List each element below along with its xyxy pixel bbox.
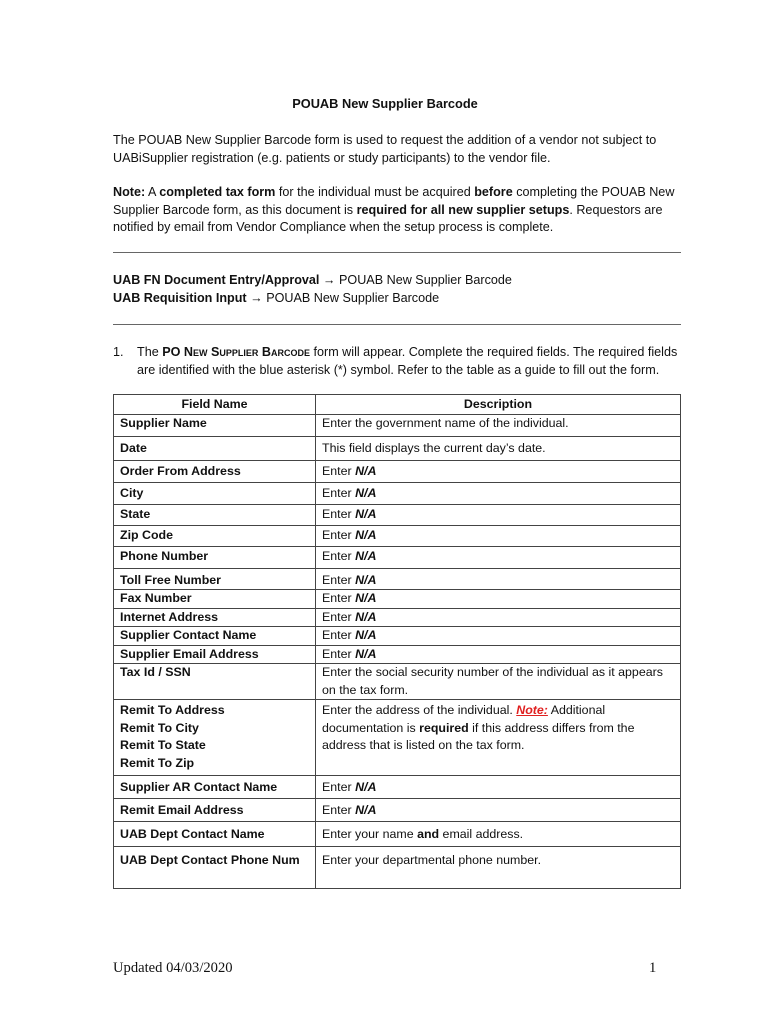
step-text — [137, 344, 683, 379]
field-name: Date — [114, 436, 316, 460]
note-emphasis: required for all new supplier setups — [356, 202, 570, 217]
field-name: Supplier AR Contact Name — [114, 776, 316, 799]
desc-value: N/A — [355, 646, 377, 661]
note-text: . Requestors are notified by email from Vendor Compliance when the setup process is complete. — [113, 202, 663, 234]
desc-value: N/A — [355, 780, 377, 794]
intro-paragraph: The POUAB New Supplier Barcode form is used to request the addition of a vendor not subject to UABiSupplier registration (e.g. patients or study participants) to the vendor file. — [113, 133, 657, 165]
field-description — [316, 590, 681, 609]
table-row — [114, 504, 681, 525]
field-description — [316, 504, 681, 525]
note-text: for the individual must be acquired — [278, 185, 471, 199]
page-title: POUAB New Supplier Barcode — [292, 96, 478, 111]
table-row — [114, 645, 681, 664]
desc-value: N/A — [355, 548, 377, 563]
desc-text: Enter the address of the individual. — [322, 703, 513, 717]
desc-value: N/A — [355, 628, 377, 642]
field-description — [316, 776, 681, 799]
field-description — [316, 645, 681, 664]
desc-text: Enter — [322, 485, 352, 500]
desc-text: Enter — [322, 591, 352, 605]
field-guide-table — [113, 394, 681, 889]
table-row — [114, 482, 681, 504]
arrow-icon: → — [322, 273, 336, 287]
step-text-part: form will appear. Complete the required fields. The required fields are identified with the blue asterisk (*) symbol. Refer to the table as a guide to fill out the form. — [137, 345, 678, 377]
desc-value: N/A — [355, 609, 377, 624]
note-label: Note: — [113, 185, 146, 199]
desc-text: Enter — [322, 463, 352, 478]
field-description: This field displays the current day’s date. — [316, 436, 681, 460]
field-name: Order From Address — [114, 460, 316, 482]
desc-text: Enter — [322, 780, 352, 794]
field-name: Internet Address — [114, 608, 316, 627]
field-name: Toll Free Number — [114, 568, 316, 590]
desc-text: Enter — [322, 572, 352, 587]
desc-value: N/A — [355, 572, 377, 587]
navigation-menu: UAB Requisition Input — [113, 291, 247, 305]
field-name: Supplier Contact Name — [114, 627, 316, 646]
desc-value: N/A — [355, 485, 377, 500]
column-header: Field Name — [114, 395, 316, 415]
desc-value: N/A — [355, 527, 377, 542]
table-row — [114, 460, 681, 482]
table-row — [114, 847, 681, 889]
field-name: Remit To State — [120, 738, 206, 752]
note-text: completing the POUAB New Supplier Barcode form, as this document is — [113, 185, 675, 217]
desc-text: email address. — [442, 827, 524, 841]
desc-value: N/A — [355, 803, 377, 817]
table-row — [114, 608, 681, 627]
field-description: Enter the social security number of the individual as it appears on the tax form. — [316, 664, 681, 700]
column-header: Description — [316, 395, 681, 415]
desc-text: Enter your name — [322, 827, 414, 841]
desc-text: Enter — [322, 506, 352, 521]
field-description — [316, 799, 681, 822]
field-description: Enter your departmental phone number. — [316, 847, 681, 889]
desc-text: Enter — [322, 628, 352, 642]
page-number: 1 — [649, 960, 657, 976]
table-header-row — [114, 395, 681, 415]
note-emphasis: before — [474, 185, 513, 199]
note-text: A — [148, 185, 156, 199]
desc-text: Enter — [322, 646, 352, 661]
note-emphasis: completed tax form — [159, 185, 276, 199]
desc-emphasis: required — [419, 720, 469, 735]
table-row — [114, 799, 681, 822]
desc-text: Enter — [322, 803, 352, 817]
table-row — [114, 822, 681, 847]
field-name: Supplier Name — [114, 414, 316, 436]
field-description — [316, 482, 681, 504]
field-description — [316, 608, 681, 627]
field-name: Fax Number — [114, 590, 316, 609]
form-name: PO New Supplier Barcode — [162, 345, 310, 359]
table-row — [114, 627, 681, 646]
table-row — [114, 436, 681, 460]
note-label: Note: — [516, 703, 548, 717]
desc-text: Enter — [322, 548, 352, 563]
field-name-group — [114, 700, 316, 776]
field-description: Enter the government name of the individual. — [316, 414, 681, 436]
table-row — [114, 590, 681, 609]
field-description — [316, 460, 681, 482]
field-name: Remit To Zip — [120, 755, 195, 770]
divider — [113, 252, 681, 253]
field-name: Phone Number — [114, 546, 316, 568]
table-row — [114, 776, 681, 799]
desc-emphasis: and — [417, 827, 440, 841]
field-description — [316, 568, 681, 590]
navigation-path — [113, 289, 439, 307]
table-row — [114, 664, 681, 700]
field-description — [316, 822, 681, 847]
footer-updated-date: Updated 04/03/2020 — [113, 960, 233, 976]
divider — [113, 324, 681, 325]
desc-value: N/A — [355, 591, 377, 605]
desc-text: Enter — [322, 609, 352, 624]
navigation-path — [113, 271, 512, 289]
navigation-target: POUAB New Supplier Barcode — [266, 291, 440, 305]
field-name: Remit Email Address — [114, 799, 316, 822]
field-name: State — [114, 504, 316, 525]
field-name: Zip Code — [114, 525, 316, 546]
table-row — [114, 525, 681, 546]
field-name: Supplier Email Address — [114, 645, 316, 664]
table-row — [114, 568, 681, 590]
step-number: 1. — [113, 345, 124, 359]
field-name: Tax Id / SSN — [114, 664, 316, 700]
desc-text: Additional documentation is — [322, 703, 606, 735]
navigation-menu: UAB FN Document Entry/Approval — [113, 273, 320, 287]
field-name: UAB Dept Contact Name — [114, 822, 316, 847]
field-name: City — [114, 482, 316, 504]
desc-text: if this address differs from the address that is listed on the tax form. — [322, 720, 635, 752]
field-description — [316, 627, 681, 646]
table-row — [114, 546, 681, 568]
field-description — [316, 700, 681, 776]
navigation-target: POUAB New Supplier Barcode — [339, 273, 512, 287]
desc-value: N/A — [355, 463, 377, 478]
arrow-icon: → — [250, 291, 263, 305]
field-description — [316, 546, 681, 568]
field-name: Remit To City — [120, 720, 199, 735]
note-paragraph — [113, 184, 683, 237]
field-description — [316, 525, 681, 546]
desc-text: Enter — [322, 527, 352, 542]
desc-value: N/A — [355, 506, 377, 521]
step-text-part: The — [137, 345, 159, 359]
field-name: UAB Dept Contact Phone Num — [114, 847, 316, 889]
table-row — [114, 700, 681, 776]
field-name: Remit To Address — [120, 703, 225, 717]
table-row — [114, 414, 681, 436]
step-instruction — [113, 344, 683, 379]
